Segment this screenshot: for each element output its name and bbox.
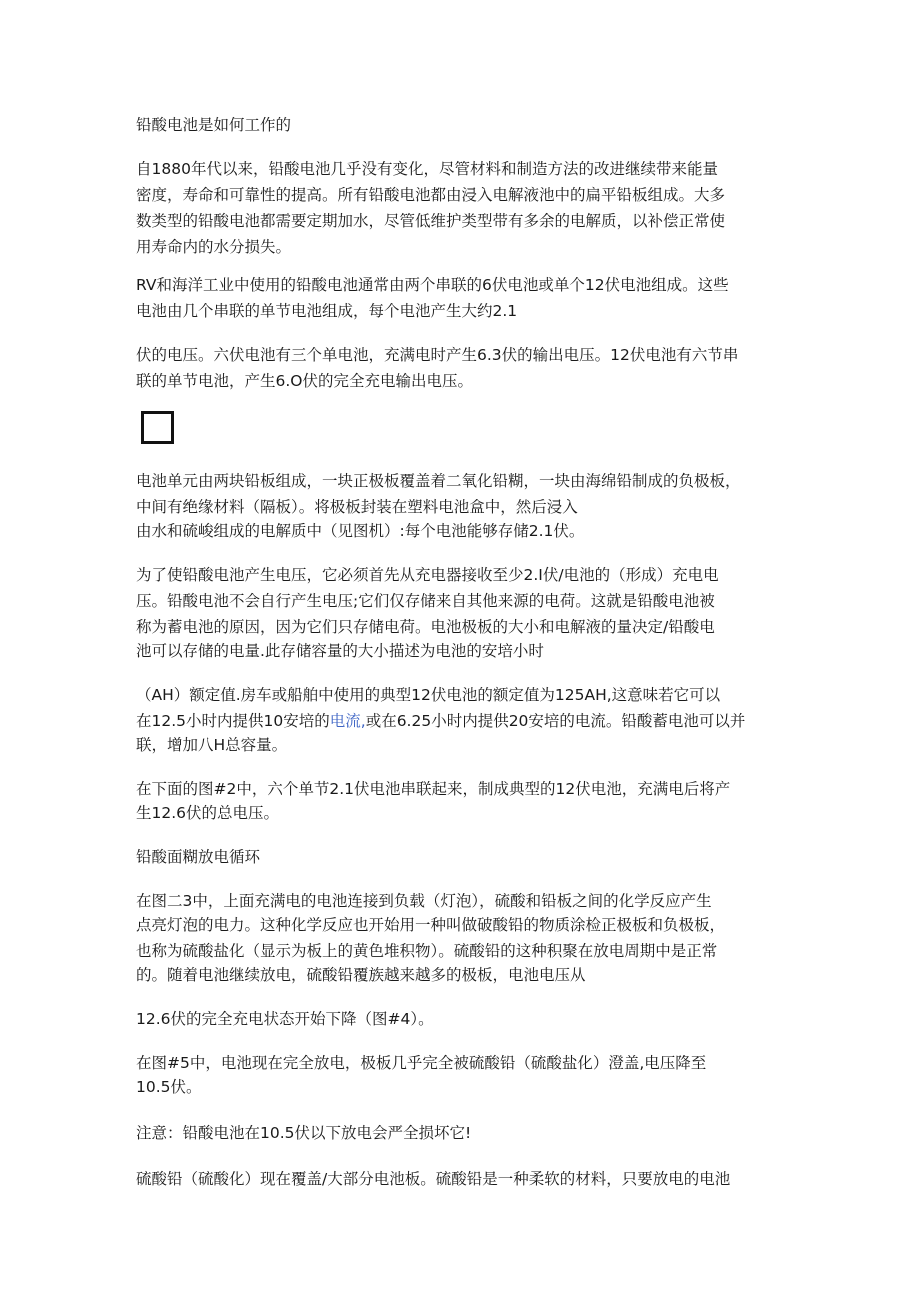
paragraph-line: 压。铅酸电池不会自行产生电压;它们仅存储来自其他来源的电荷。这就是铅酸电池被 <box>136 592 715 610</box>
paragraph-line: 在图#5中，电池现在完全放电，极板几乎完全被硫酸铅（硫酸盐化）澄盖,电压降至 <box>136 1054 707 1072</box>
paragraph-line: 伏的电压。六伏电池有三个单电池，充满电时产生6.3伏的输出电压。12伏电池有六节串 <box>136 346 739 364</box>
paragraph-line: 在下面的图#2中，六个单节2.1伏电池串联起来，制成典型的12伏电池，充满电后将产 <box>136 780 731 798</box>
current-link[interactable]: 电流, <box>329 712 366 730</box>
paragraph-line: 由水和硫峻组成的电解质中（见图机）:每个电池能够存储2.1伏。 <box>136 522 585 540</box>
paragraph-line: 也称为硫酸盐化（显示为板上的黄色堆积物）。硫酸铅的这种积聚在放电周期中是正常 <box>136 942 718 960</box>
paragraph-line: 为了使铅酸电池产生电压，它必须首先从充电器接收至少2.I伏/电池的（形成）充电电 <box>136 566 719 584</box>
paragraph-text: 在12.5小时内提供10安培的 <box>136 712 330 730</box>
section-heading: 铅酸面糊放电循环 <box>136 848 261 866</box>
paragraph-line: 池可以存储的电量.此存储容量的大小描述为电池的安培小时 <box>136 642 544 660</box>
paragraph-line: 10.5伏。 <box>136 1078 202 1096</box>
paragraph-line: 自1880年代以来，铅酸电池几乎没有变化，尽管材料和制造方法的改进继续带来能量 <box>136 160 718 178</box>
paragraph-line: 生12.6伏的总电压。 <box>136 804 280 822</box>
paragraph-line: 电池单元由两块铅板组成，一块正极板覆盖着二氧化铅糊，一块由海绵铅制成的负极板， <box>136 472 741 490</box>
paragraph-line: 称为蓄电池的原因，因为它们只存储电荷。电池极板的大小和电解液的量决定/铅酸电 <box>136 618 715 636</box>
image-placeholder-box <box>141 411 174 444</box>
paragraph-line: 联的单节电池，产生6.O伏的完全充电输出电压。 <box>136 372 473 390</box>
paragraph-line: RV和海洋工业中使用的铅酸电池通常由两个串联的6伏电池或单个12伏电池组成。这些 <box>136 276 729 294</box>
paragraph-line: 电池由几个串联的单节电池组成，每个电池产生大约2.1 <box>136 302 518 320</box>
paragraph-line <box>136 709 745 733</box>
document-title: 铅酸电池是如何工作的 <box>136 116 292 134</box>
paragraph-line: 数类型的铅酸电池都需要定期加水，尽管低维护类型带有多余的电解质，以补偿正常使 <box>136 212 726 230</box>
paragraph-line: 联，增加八H总容量。 <box>136 736 288 754</box>
paragraph-text: 或在6.25小时内提供20安培的电流。铅酸蓄电池可以并 <box>365 712 746 730</box>
paragraph-line: 在图二3中，上面充满电的电池连接到负载（灯泡），硫酸和铅板之间的化学反应产生 <box>136 892 712 910</box>
paragraph-line: 密度，寿命和可靠性的提高。所有铅酸电池都由浸入电解液池中的扁平铅板组成。大多 <box>136 186 726 204</box>
note-line: 注意：铅酸电池在10.5伏以下放电会严全损坏它! <box>136 1124 472 1142</box>
paragraph-line: 硫酸铅（硫酸化）现在覆盖/大部分电池板。硫酸铅是一种柔软的材料，只要放电的电池 <box>136 1170 731 1188</box>
paragraph-line: 12.6伏的完全充电状态开始下降（图#4）。 <box>136 1010 434 1028</box>
paragraph-line: 用寿命内的水分损失。 <box>136 238 292 256</box>
paragraph-line: 点亮灯泡的电力。这种化学反应也开始用一种叫做破酸铅的物质涂检正极板和负极板， <box>136 916 726 934</box>
paragraph-line: 中间有绝缘材料（隔板）。将极板封装在塑料电池盒中，然后浸入 <box>136 498 578 516</box>
paragraph-line: （AH）额定值.房车或船舶中使用的典型12伏电池的额定值为125AH,这意味若它可以 <box>136 686 721 704</box>
paragraph-line: 的。随着电池继续放电，硫酸铅覆族越来越多的极板，电池电压从 <box>136 966 586 984</box>
